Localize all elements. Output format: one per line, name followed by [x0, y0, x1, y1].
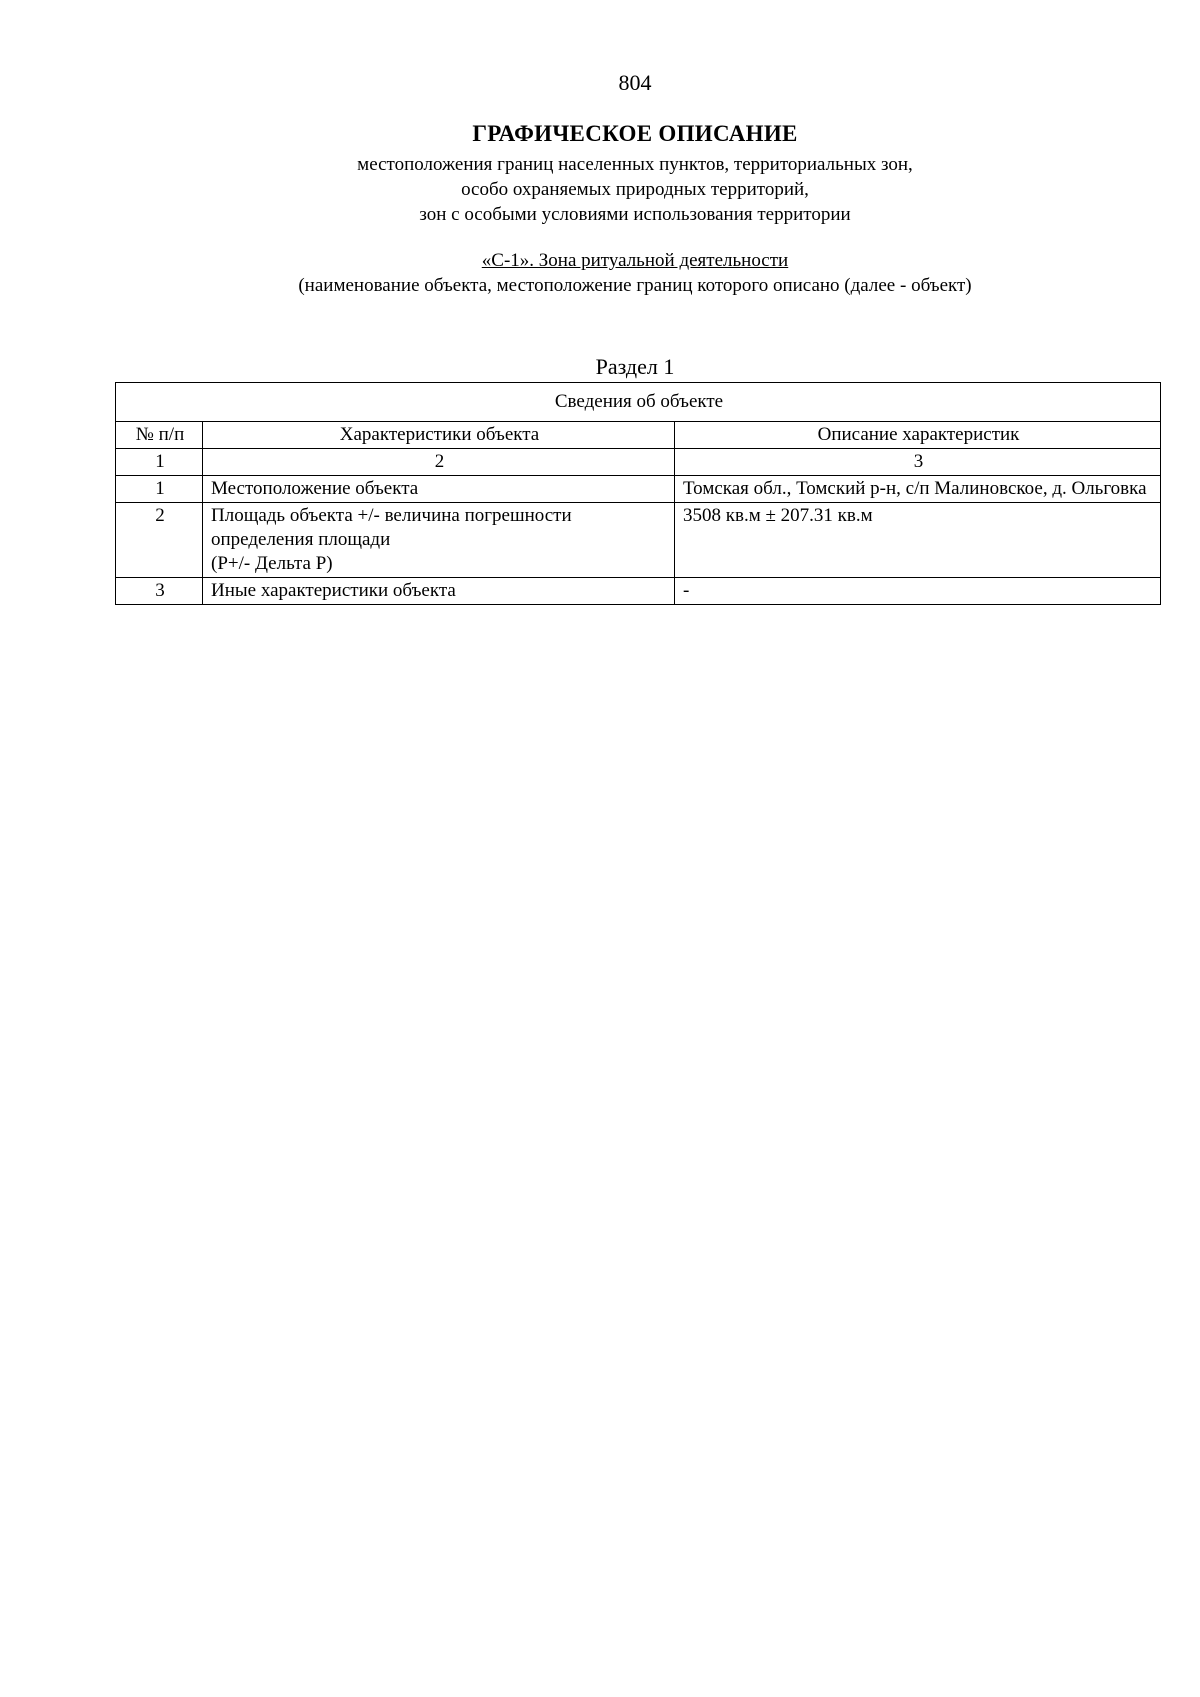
header-cell-characteristic: Характеристики объекта — [203, 422, 675, 449]
table-caption-row — [116, 383, 1161, 422]
document-subtitle — [0, 152, 1200, 227]
characteristic-line: Площадь объекта +/- величина погрешности — [211, 505, 572, 526]
table-row — [116, 476, 1161, 503]
column-number-cell: 3 — [675, 449, 1161, 476]
column-numbers-row — [116, 449, 1161, 476]
document-title: ГРАФИЧЕСКОЕ ОПИСАНИЕ — [472, 121, 798, 146]
header-cell-number: № п/п — [116, 422, 203, 449]
row-number-cell: 1 — [116, 476, 203, 503]
characteristic-cell: Местоположение объекта — [203, 476, 675, 503]
subtitle-line: зон с особыми условиями использования территории — [419, 204, 851, 225]
object-caption: (наименование объекта, местоположение границ которого описано (далее - объект) — [298, 275, 972, 296]
object-info-table — [115, 382, 1161, 605]
table-caption: Сведения об объекте — [116, 383, 1161, 422]
table-row — [116, 578, 1161, 605]
object-name — [0, 250, 1200, 272]
characteristic-line: (P+/- Дельта P) — [211, 553, 333, 574]
table-header-row — [116, 422, 1161, 449]
section-title: Раздел 1 — [595, 354, 675, 379]
characteristic-line: определения площади — [211, 529, 391, 550]
description-cell: Томская обл., Томский р-н, с/п Малиновское, д. Ольговка — [675, 476, 1161, 503]
column-number-cell: 1 — [116, 449, 203, 476]
header-cell-description: Описание характеристик — [675, 422, 1161, 449]
characteristic-cell: Иные характеристики объекта — [203, 578, 675, 605]
description-cell: 3508 кв.м ± 207.31 кв.м — [675, 503, 1161, 578]
page-number: 804 — [618, 70, 652, 95]
row-number-cell: 2 — [116, 503, 203, 578]
object-name-text: «С-1». Зона ритуальной деятельности — [481, 250, 789, 271]
row-number-cell: 3 — [116, 578, 203, 605]
table-row — [116, 503, 1161, 578]
subtitle-line: местоположения границ населенных пунктов, территориальных зон, — [357, 154, 913, 175]
description-cell: - — [675, 578, 1161, 605]
column-number-cell: 2 — [203, 449, 675, 476]
subtitle-line: особо охраняемых природных территорий, — [461, 179, 809, 200]
characteristic-cell — [203, 503, 675, 578]
